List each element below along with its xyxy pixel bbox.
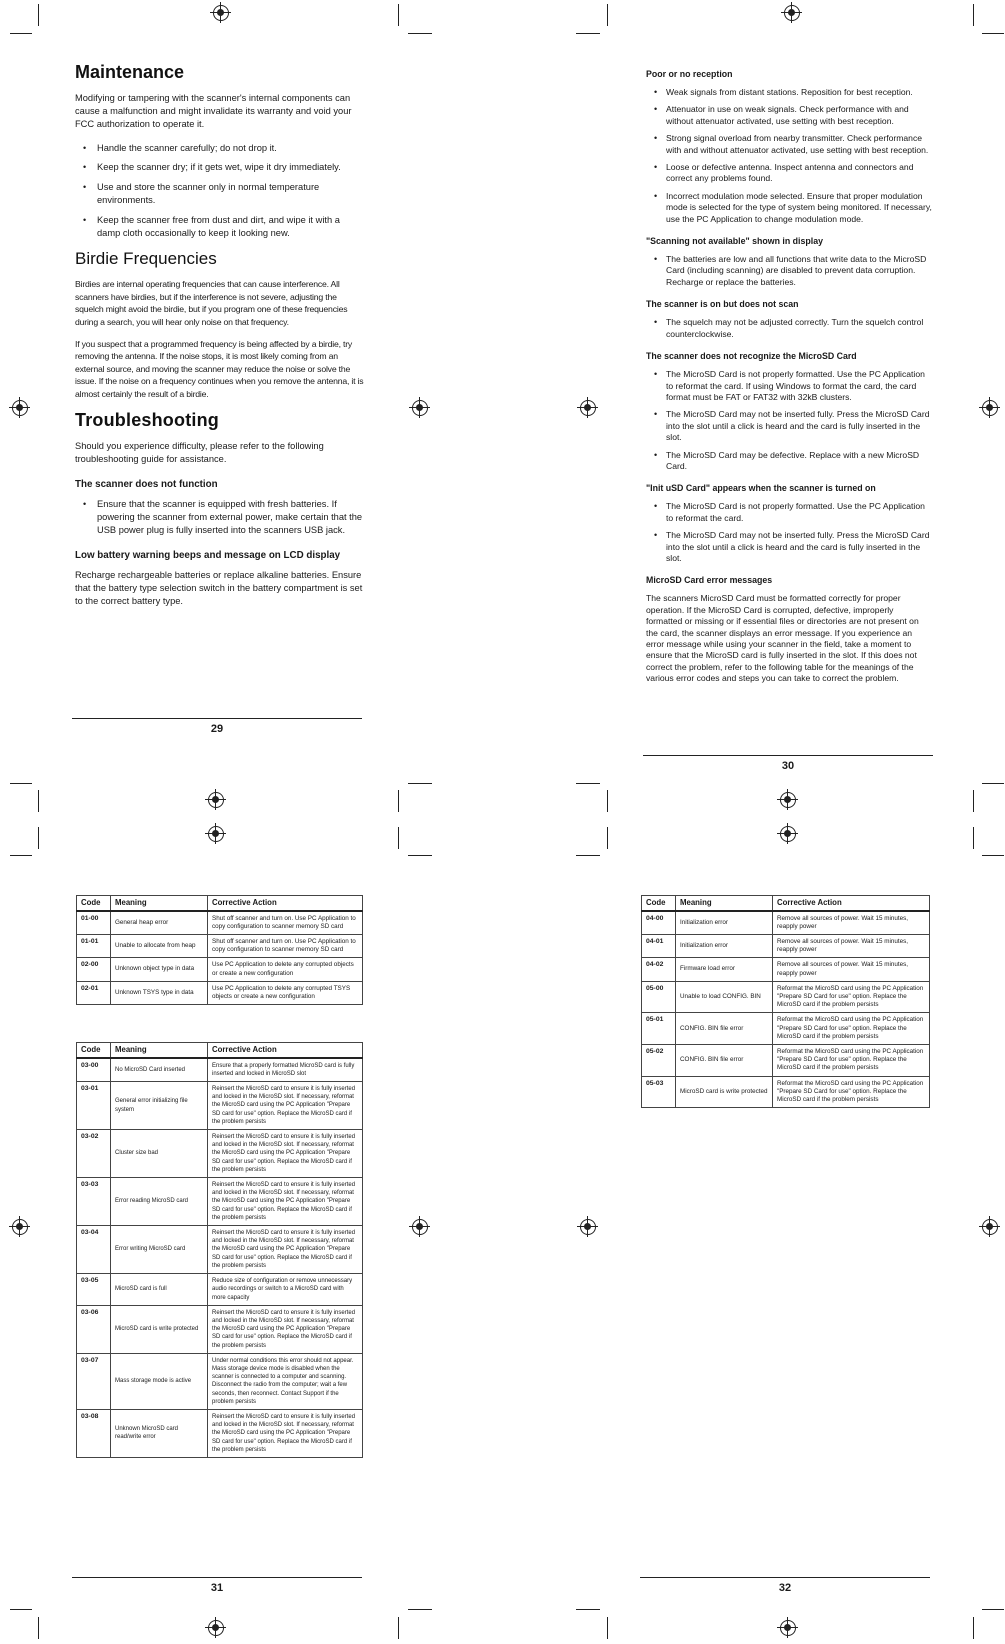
registration-mark-icon [580,1219,596,1235]
table-row [77,1130,363,1178]
page-footer [643,755,933,772]
page-number: 29 [210,723,224,735]
table-row [77,1082,363,1130]
code-cell: 05-01 [642,1013,676,1045]
page-number: 31 [210,1582,224,1594]
no-function-list [75,498,365,536]
action-cell: Shut off scanner and turn on. Use PC Application to copy configuration to scanner memory SD card [208,934,363,957]
meaning-cell: MicroSD card is full [111,1274,208,1306]
section-heading: The scanner does not recognize the MicroSD Card [646,351,857,362]
registration-mark-icon [412,1219,428,1235]
action-cell: Reinsert the MicroSD card to ensure it is fully inserted and locked in the MicroSD slot. If necessary, reformat the MicroSD card using the PC Application "Prepare SD card for use" option. Replace the MicroSD card if the problem persists [208,1409,363,1457]
registration-mark-icon [12,1219,28,1235]
table-header-row [77,1043,363,1058]
code-cell: 01-00 [77,911,111,935]
list-item: • The MicroSD Card is not properly formatted. Use the PC Application to reformat the card. [646,501,932,524]
section-list [646,501,932,564]
registration-mark-icon [213,5,229,21]
table-row [77,911,363,935]
action-cell: Remove all sources of power. Wait 15 minutes, reapply power [773,934,930,957]
action-cell: Reinsert the MicroSD card to ensure it is fully inserted and locked in the MicroSD slot. If necessary, reformat the MicroSD card using the PC Application "Prepare SD card for use" option. Replace the MicroSD card if the problem persists [208,1226,363,1274]
birdie-paragraph: If you suspect that a programmed frequency is being affected by a birdie, try removing the antenna. If the noise stops, it is most likely coming from an external source, and moving the scanner may reduce the noise or solve the issue. If the noise on a frequency continues when you remove the antenna, it is almost certainly the result of a birdie. [75,339,364,399]
code-cell: 04-01 [642,934,676,957]
code-cell: 03-04 [77,1226,111,1274]
meaning-cell: Unknown MicroSD card read/write error [111,1409,208,1457]
action-cell: Use PC Application to delete any corrupted objects or create a new configuration [208,958,363,981]
code-cell: 03-08 [77,1409,111,1457]
code-cell: 05-03 [642,1076,676,1108]
list-item: • Handle the scanner carefully; do not drop it. [75,142,365,155]
table-row [642,958,930,981]
code-column-header: Code [77,1043,111,1058]
registration-mark-icon [982,1219,998,1235]
maintenance-list [75,142,365,240]
action-cell: Reformat the MicroSD card using the PC Application "Prepare SD Card for use" option. Replace the MicroSD card if the problem persists [773,1044,930,1076]
action-cell: Remove all sources of power. Wait 15 minutes, reapply power [773,958,930,981]
trouble-section [646,298,932,340]
meaning-cell: CONFIG. BIN file error [676,1044,773,1076]
page-29 [75,62,365,618]
page-footer [640,1577,930,1594]
action-column-header: Corrective Action [773,896,930,911]
code-cell: 05-02 [642,1044,676,1076]
table-row [642,911,930,935]
meaning-cell: Initialization error [676,911,773,935]
code-cell: 04-00 [642,911,676,935]
code-cell: 03-06 [77,1305,111,1353]
registration-mark-icon [412,400,428,416]
action-cell: Reduce size of configuration or remove unnecessary audio recordings or switch to a MicroSD card with more capacity [208,1274,363,1306]
section-list [646,87,932,225]
table-row [77,981,363,1004]
section-heading: The scanner is on but does not scan [646,299,799,310]
list-item: • Keep the scanner dry; if it gets wet, wipe it dry immediately. [75,161,365,174]
trouble-section [646,68,932,225]
list-item: • Attenuator in use on weak signals. Check performance with and without attenuator activated, use setting with best reception. [646,104,932,127]
registration-mark-icon [780,826,796,842]
meaning-cell: Cluster size bad [111,1130,208,1178]
birdie-paragraph: Birdies are internal operating frequencies that can cause interference. All scanners have birdies, but if the interference is not severe, adjusting the squelch might avoid the birdie, but if you program one of these frequencies during a search, you will hear only noise on that frequency. [75,279,348,327]
page-number: 32 [778,1582,792,1594]
list-item: • Strong signal overload from nearby transmitter. Check performance with and without attenuator activated, use setting with best reception. [646,133,932,156]
section-list [646,317,932,340]
meaning-cell: Firmware load error [676,958,773,981]
maintenance-intro: Modifying or tampering with the scanner's internal components can cause a malfunction and might invalidate its warranty and void your FCC authorization to operate it. [75,93,352,130]
meaning-cell: Unknown TSYS type in data [111,981,208,1004]
meaning-cell: No MicroSD Card inserted [111,1058,208,1082]
action-cell: Reformat the MicroSD card using the PC Application "Prepare SD Card for use" option. Replace the MicroSD card if the problem persists [773,1076,930,1108]
code-cell: 03-07 [77,1353,111,1409]
table-row [77,934,363,957]
meaning-column-header: Meaning [111,1043,208,1058]
meaning-column-header: Meaning [111,896,208,911]
action-cell: Shut off scanner and turn on. Use PC Application to copy configuration to scanner memory SD card [208,911,363,935]
meaning-cell: General heap error [111,911,208,935]
action-cell: Reinsert the MicroSD card to ensure it is fully inserted and locked in the MicroSD slot. If necessary, reformat the MicroSD card using the PC Application "Prepare SD card for use" option. Replace the MicroSD card if the problem persists [208,1305,363,1353]
page-31 [76,895,363,1495]
section-list [646,254,932,288]
list-item: • Loose or defective antenna. Inspect antenna and connectors and correct any problems found. [646,162,932,185]
page-32 [641,895,930,1145]
table-row [642,934,930,957]
list-item: • The MicroSD Card may not be inserted fully. Press the MicroSD Card into the slot until a click is heard and the card is fully inserted in the slot. [646,409,932,443]
action-cell: Reinsert the MicroSD card to ensure it is fully inserted and locked in the MicroSD slot. If necessary, reformat the MicroSD card using the PC Application "Prepare SD card for use" option. Replace the MicroSD card if the problem persists [208,1178,363,1226]
page-footer [72,718,362,735]
list-item: • The MicroSD Card may not be inserted fully. Press the MicroSD Card into the slot until a click is heard and the card is fully inserted in the slot. [646,530,932,564]
list-item: • The squelch may not be adjusted correctly. Turn the squelch control counterclockwise. [646,317,932,340]
meaning-cell: Unknown object type in data [111,958,208,981]
action-column-header: Corrective Action [208,896,363,911]
code-column-header: Code [642,896,676,911]
registration-mark-icon [784,5,800,21]
action-column-header: Corrective Action [208,1043,363,1058]
action-cell: Ensure that a properly formatted MicroSD card is fully inserted and locked in MicroSD slot [208,1058,363,1082]
page-number: 30 [781,760,795,772]
list-item: • Ensure that the scanner is equipped with fresh batteries. If powering the scanner from external power, make certain that the USB power plug is fully inserted into the scanners USB jack. [75,498,365,536]
birdie-title: Birdie Frequencies [75,249,217,269]
registration-mark-icon [12,400,28,416]
table-row [77,958,363,981]
registration-mark-icon [208,826,224,842]
troubleshooting-intro: Should you experience difficulty, please refer to the following troubleshooting guide for assistance. [75,441,324,465]
list-item: • Incorrect modulation mode selected. Ensure that proper modulation mode is selected for the type of system being monitored. If necessary, use the PC Application to change modulation mode. [646,191,932,225]
trouble-section [646,350,932,472]
meaning-column-header: Meaning [676,896,773,911]
code-cell: 02-01 [77,981,111,1004]
code-cell: 03-03 [77,1178,111,1226]
table-row [642,1076,930,1108]
maintenance-title: Maintenance [75,62,185,82]
meaning-cell: Unable to load CONFIG. BIN [676,981,773,1013]
action-cell: Reinsert the MicroSD card to ensure it is fully inserted and locked in the MicroSD slot. If necessary, reformat the MicroSD card using the PC Application "Prepare SD card for use" option. Replace the MicroSD card if the problem persists [208,1082,363,1130]
meaning-cell: General error initializing file system [111,1082,208,1130]
code-cell: 03-05 [77,1274,111,1306]
page-footer [72,1577,362,1594]
list-item: • The MicroSD Card is not properly formatted. Use the PC Application to reformat the card. If using Windows to format the card, the card format must be FAT or FAT32 with 32kB clusters. [646,369,932,403]
low-battery-heading: Low battery warning beeps and message on LCD display [75,549,341,561]
meaning-cell: Unable to allocate from heap [111,934,208,957]
section-list [646,369,932,472]
code-cell: 03-00 [77,1058,111,1082]
code-cell: 02-00 [77,958,111,981]
list-item: • Keep the scanner free from dust and dirt, and wipe it with a damp cloth occasionally to keep it looking new. [75,214,365,240]
action-cell: Reformat the MicroSD card using the PC Application "Prepare SD Card for use" option. Replace the MicroSD card if the problem persists [773,981,930,1013]
table-row [642,981,930,1013]
error-messages-text: The scanners MicroSD Card must be formatted correctly for proper operation. If the MicroSD Card is corrupted, defective, improperly formatted or missing or if essential files or directories are not present on the card, the scanner displays an error message. If you experience an error message while using your scanner in the field, take a moment to ensure that the MicroSD card is fully inserted in the slot. If this does not correct the problem, refer to the following table for the meanings of the various error codes and steps you can take to correct the problem. [646,593,919,684]
table-row [77,1226,363,1274]
list-item: • The MicroSD Card may be defective. Replace with a new MicroSD Card. [646,450,932,473]
registration-mark-icon [208,792,224,808]
table-header-row [642,896,930,911]
error-code-table [76,895,363,1005]
section-heading: "Init uSD Card" appears when the scanner is turned on [646,483,876,494]
meaning-cell: MicroSD card is write protected [676,1076,773,1108]
code-cell: 03-01 [77,1082,111,1130]
action-cell: Under normal conditions this error should not appear. Mass storage device mode is disabled when the scanner is connected to a computer and scanning. Disconnect the radio from the computer; wait a few seconds, then reconnect. Contact Support if the problem persists [208,1353,363,1409]
list-item: • The batteries are low and all functions that write data to the MicroSD Card (including scanning) are disabled to prevent data corruption. Recharge or replace the batteries. [646,254,932,288]
code-cell: 01-01 [77,934,111,957]
section-heading: "Scanning not available" shown in display [646,236,823,247]
registration-mark-icon [982,400,998,416]
code-column-header: Code [77,896,111,911]
error-code-table [76,1042,363,1458]
trouble-section [646,482,932,564]
action-cell: Reformat the MicroSD card using the PC Application "Prepare SD Card for use" option. Replace the MicroSD card if the problem persists [773,1013,930,1045]
table-row [77,1305,363,1353]
section-heading: Poor or no reception [646,69,733,79]
registration-mark-icon [780,1620,796,1636]
meaning-cell: Mass storage mode is active [111,1353,208,1409]
code-cell: 03-02 [77,1130,111,1178]
table-row [642,1044,930,1076]
table-row [77,1409,363,1457]
registration-mark-icon [780,792,796,808]
no-function-heading: The scanner does not function [75,479,218,491]
table-row [77,1058,363,1082]
registration-mark-icon [580,400,596,416]
meaning-cell: Error writing MicroSD card [111,1226,208,1274]
list-item: • Weak signals from distant stations. Reposition for best reception. [646,87,932,98]
code-cell: 05-00 [642,981,676,1013]
table-header-row [77,896,363,911]
meaning-cell: Error reading MicroSD card [111,1178,208,1226]
troubleshooting-title: Troubleshooting [75,410,219,431]
list-item: • Use and store the scanner only in normal temperature environments. [75,181,365,207]
error-messages-heading: MicroSD Card error messages [646,575,773,586]
meaning-cell: MicroSD card is write protected [111,1305,208,1353]
meaning-cell: CONFIG. BIN file error [676,1013,773,1045]
table-row [77,1353,363,1409]
low-battery-text: Recharge rechargeable batteries or replace alkaline batteries. Ensure that the battery type selection switch in the battery compartment is set to the correct battery type. [75,569,363,607]
action-cell: Remove all sources of power. Wait 15 minutes, reapply power [773,911,930,935]
registration-mark-icon [208,1620,224,1636]
meaning-cell: Initialization error [676,934,773,957]
table-row [77,1274,363,1306]
action-cell: Reinsert the MicroSD card to ensure it is fully inserted and locked in the MicroSD slot. If necessary, reformat the MicroSD card using the PC Application "Prepare SD card for use" option. Replace the MicroSD card if the problem persists [208,1130,363,1178]
trouble-section [646,235,932,288]
action-cell: Use PC Application to delete any corrupted TSYS objects or create a new configuration [208,981,363,1004]
table-row [77,1178,363,1226]
code-cell: 04-02 [642,958,676,981]
table-row [642,1013,930,1045]
page-30 [646,68,932,695]
error-code-table [641,895,930,1108]
